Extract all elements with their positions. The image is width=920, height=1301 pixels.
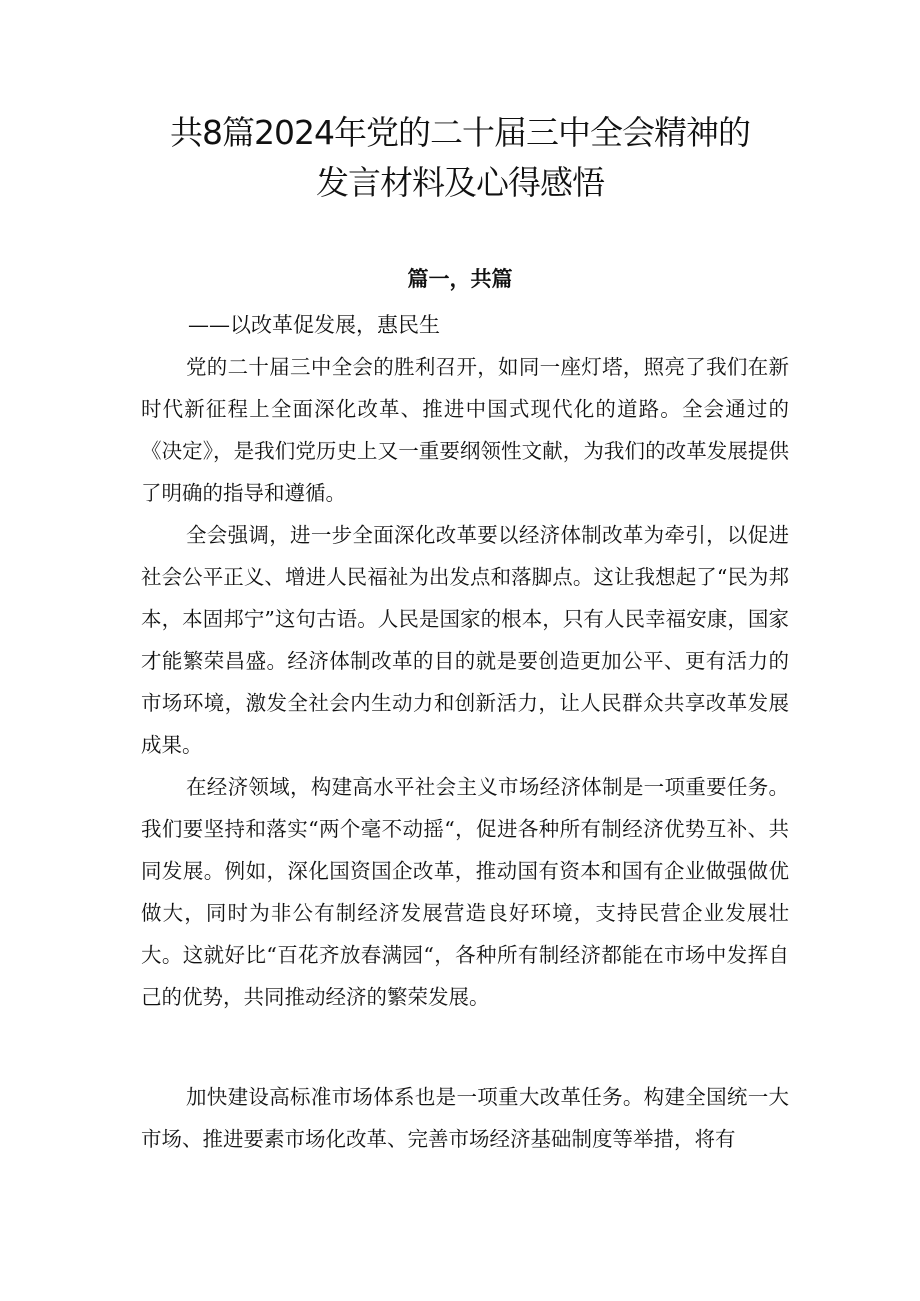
paragraph-4: 加快建设高标准市场体系也是一项重大改革任务。构建全国统一大市场、推进要素市场化改革、完善市场经济基础制度等举措，将有 (141, 1085, 789, 1151)
title-line-1: 共8篇2024年党的二十届三中全会精神的 (170, 113, 750, 152)
section-subtitle: ——以改革促发展，惠民生 (188, 313, 440, 337)
paragraph-1: 党的二十届三中全会的胜利召开，如同一座灯塔，照亮了我们在新时代新征程上全面深化改革、推进中国式现代化的道路。全会通过的《决定》，是我们党历史上又一重要纲领性文献，为我们的改革发展提供了明确的指导和遵循。 (141, 355, 789, 505)
document-title (0, 108, 920, 208)
title-line-2: 发言材料及心得感悟 (316, 163, 604, 202)
section-heading: 篇一，共篇 (407, 267, 513, 291)
paragraph-2: 全会强调，进一步全面深化改革要以经济体制改革为牵引，以促进社会公平正义、增进人民福祉为出发点和落脚点。这让我想起了“民为邦本，本固邦宁”这句古语。人民是国家的根本，只有人民幸福安康，国家才能繁荣昌盛。经济体制改革的目的就是要创造更加公平、更有活力的市场环境，激发全社会内生动力和创新活力，让人民群众共享改革发展成果。 (141, 523, 789, 757)
paragraph-3: 在经济领域，构建高水平社会主义市场经济体制是一项重要任务。我们要坚持和落实“两个毫不动摇“，促进各种所有制经济优势互补、共同发展。例如，深化国资国企改革，推动国有资本和国有企业做强做优做大，同时为非公有制经济发展营造良好环境，支持民营企业发展壮大。这就好比“百花齐放春满园“，各种所有制经济都能在市场中发挥自己的优势，共同推动经济的繁荣发展。 (141, 775, 789, 1009)
